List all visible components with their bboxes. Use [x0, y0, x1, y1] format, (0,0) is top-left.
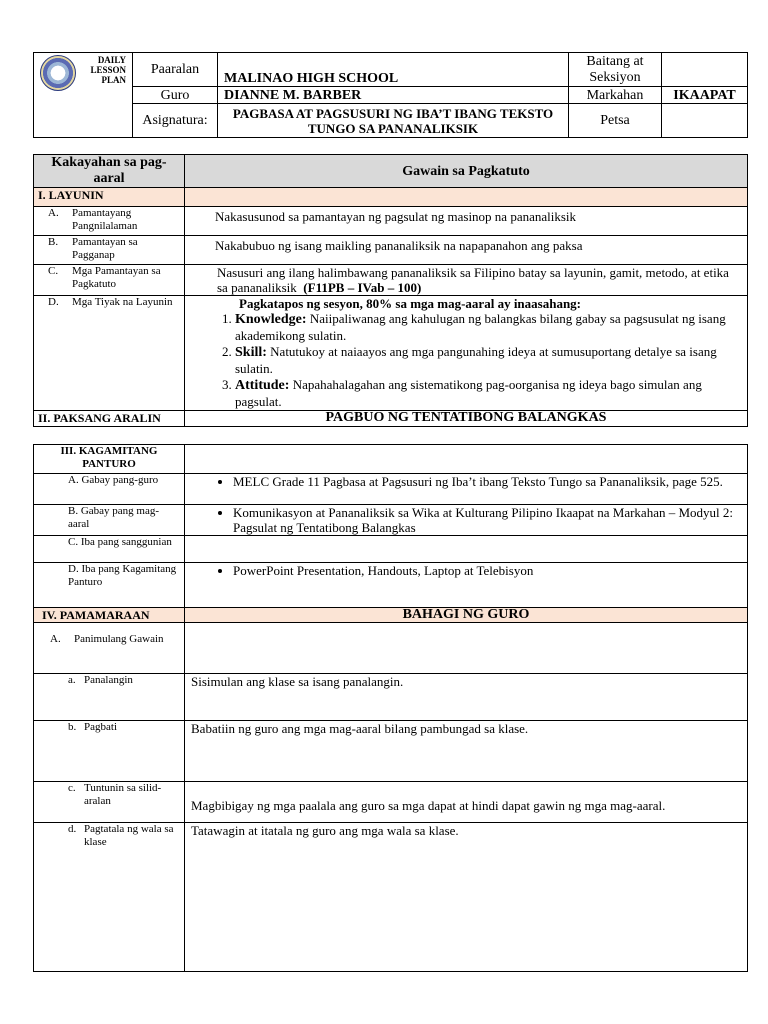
panimulang-gawain-label: A. Panimulang Gawain	[34, 623, 185, 674]
objectives-list	[189, 311, 743, 410]
teacher-name: DIANNE M. BARBER	[218, 87, 569, 104]
layunin-label: I. LAYUNIN	[34, 188, 185, 207]
gabay-pang-guro-label: A. Gabay pang-guro	[34, 474, 185, 505]
asignatura-label: Asignatura:	[133, 104, 218, 138]
layunin-table	[33, 154, 748, 427]
objective-skill: 2. Skill: Natutukoy at naiaayos ang mga pangunahing ideya at sumusuportang detalye sa isang sulatin.	[235, 344, 743, 377]
logo-cell	[34, 53, 133, 138]
pagbati-label: b. Pagbati	[34, 721, 185, 782]
markahan-label: Markahan	[569, 87, 662, 104]
panimulang-gawain-empty	[185, 623, 748, 674]
tiyak-na-layunin-content	[185, 296, 748, 411]
school-name: MALINAO HIGH SCHOOL	[218, 53, 569, 87]
deped-seal-icon	[40, 55, 76, 91]
guro-label: Guro	[133, 87, 218, 104]
paksang-aralin-value: PAGBUO NG TENTATIBONG BALANGKAS	[185, 411, 748, 427]
pamantayan-sa-pagganap-text: Nakabubuo ng isang maikling pananaliksik na napapanahon ang paksa	[185, 236, 748, 265]
objective-attitude: 3. Attitude: Napahahalagahan ang sistematikong pag-oorganisa ng ideya bago simulan ang pagsulat.	[235, 377, 743, 410]
daily-lesson-plan-label: DAILY LESSON PLAN	[90, 55, 126, 85]
petsa-label: Petsa	[569, 104, 662, 138]
pamamaraan-label: IV. PAMAMARAAN	[34, 608, 185, 623]
tuntunin-text: Magbibigay ng mga paalala ang guro sa mga dapat at hindi dapat gawin ng mga mag-aaral.	[185, 782, 748, 823]
objectives-intro: Pagkatapos ng sesyon, 80% sa mga mag-aaral ay inaasahang:	[239, 296, 582, 311]
iba-pang-kagamitan-content	[185, 563, 748, 608]
gabay-pang-guro-item: • MELC Grade 11 Pagbasa at Pagsusuri ng Iba’t ibang Teksto Tungo sa Pananaliksik, page 525.	[233, 474, 743, 489]
baitang-label: Baitang at Seksiyon	[569, 53, 662, 87]
pamantayang-pangnilalaman-text: Nakasusunod sa pamantayan ng pagsulat ng masinop na pananaliksik	[185, 207, 748, 236]
col-kakayahan-header: Kakayahan sa pag-aaral	[34, 155, 185, 188]
header-table	[33, 52, 748, 138]
iba-pang-kagamitan-label: D. Iba pang Kagamitang Panturo	[34, 563, 185, 608]
tuntunin-label: c. Tuntunin sa silid-aralan	[34, 782, 185, 823]
petsa-value	[662, 104, 748, 138]
pagbati-text: Babatiin ng guro ang mga mag-aaral bilang pambungad sa klase.	[185, 721, 748, 782]
col-gawain-header: Gawain sa Pagkatuto	[185, 155, 748, 188]
tiyak-na-layunin-label: D. Mga Tiyak na Layunin	[34, 296, 185, 411]
kagamitang-panturo-label: III. KAGAMITANG PANTURO	[34, 445, 185, 474]
gabay-pang-guro-content	[185, 474, 748, 505]
objective-knowledge: 1. Knowledge: Naiipaliwanag ang kahulugan ng balangkas bilang gabay sa pagsusulat ng isang akademikong sulatin.	[235, 311, 743, 344]
pamantayan-sa-pagkatuto-label: C. Mga Pamantayan sa Pagkatuto	[34, 265, 185, 296]
pamantayan-sa-pagkatuto-text: Nasusuri ang ilang halimbawang pananaliksik sa Filipino batay sa layunin, gamit, metodo, at etika sa pananaliksik (F11PB – IVab – 100)	[185, 265, 748, 296]
iba-pang-sanggunian-content	[185, 536, 748, 563]
melc-code: (F11PB – IVab – 100)	[303, 280, 422, 295]
panalangin-text: Sisimulan ang klase sa isang panalangin.	[185, 674, 748, 721]
gabay-pang-mag-aaral-item: • Komunikasyon at Pananaliksik sa Wika at Kulturang Pilipino Ikaapat na Markahan – Modyul 2: Pagsulat ng Tentatibong Balangkas	[233, 505, 743, 535]
markahan-value: IKAAPAT	[662, 87, 748, 104]
pamantayan-sa-pagganap-label: B. Pamantayan sa Pagganap	[34, 236, 185, 265]
pamantayang-pangnilalaman-label: A. Pamantayang Pangnilalaman	[34, 207, 185, 236]
kagamitan-pamaraan-table	[33, 444, 748, 972]
subject-title: PAGBASA AT PAGSUSURI NG IBA’T IBANG TEKSTO TUNGO SA PANANALIKSIK	[218, 104, 569, 138]
paksang-aralin-label: II. PAKSANG ARALIN	[34, 411, 185, 427]
pagtatala-label: d. Pagtatala ng wala sa klase	[34, 823, 185, 972]
gabay-pang-mag-aaral-label: B. Gabay pang mag-aaral	[34, 505, 185, 536]
paaralan-label: Paaralan	[133, 53, 218, 87]
gabay-pang-mag-aaral-content	[185, 505, 748, 536]
layunin-empty	[185, 188, 748, 207]
iba-pang-kagamitan-item: • PowerPoint Presentation, Handouts, Laptop at Telebisyon	[233, 563, 743, 578]
baitang-value	[662, 53, 748, 87]
iba-pang-sanggunian-label: C. Iba pang sanggunian	[34, 536, 185, 563]
kagamitang-panturo-empty	[185, 445, 748, 474]
pagtatala-text: Tatawagin at itatala ng guro ang mga wala sa klase.	[185, 823, 748, 972]
panalangin-label: a. Panalangin	[34, 674, 185, 721]
bahagi-ng-guro-label: BAHAGI NG GURO	[185, 608, 748, 623]
